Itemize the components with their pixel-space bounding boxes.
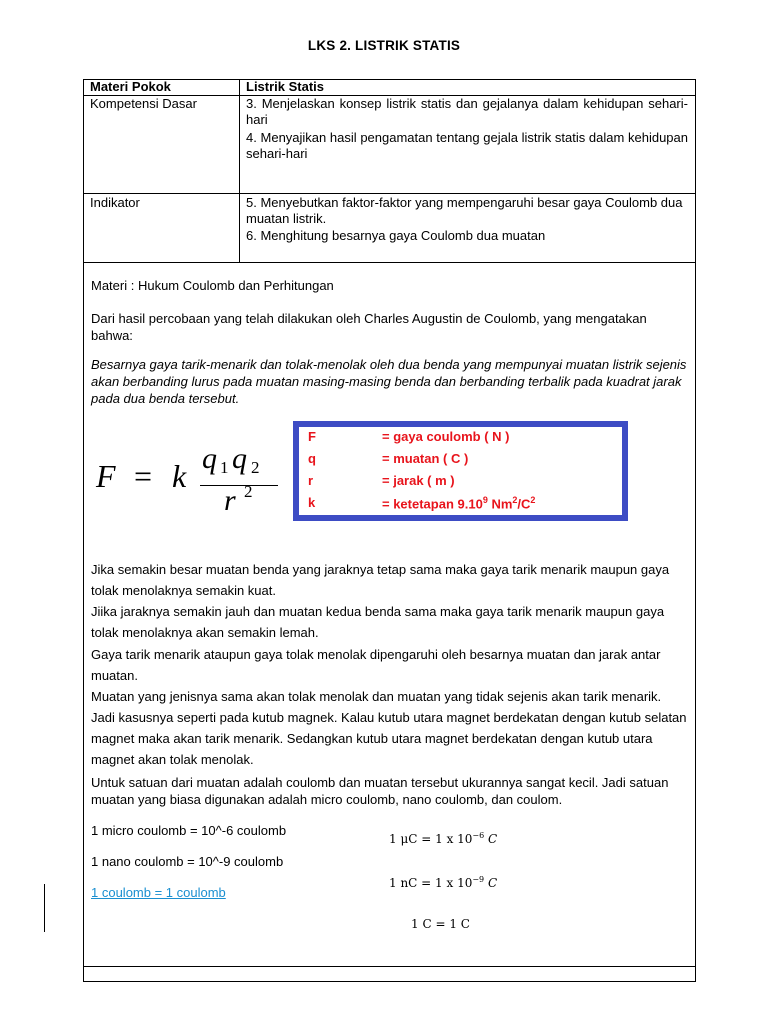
legend-exponent: 2 — [512, 495, 518, 505]
intro-paragraph: Dari hasil percobaan yang telah dilakukan oleh Charles Augustin de Coulomb, yang mengatakan bahwa: — [91, 311, 647, 343]
text-cursor — [44, 884, 45, 932]
unit-math-expression: 1 nC = 1 x 10 — [389, 876, 473, 890]
kompetensi-item-text: Menjelaskan konsep listrik statis dan gejalanya dalam kehidupan sehari-hari — [246, 96, 688, 127]
unit-conversion-text: 1 micro coulomb = 10^-6 coulomb — [91, 823, 287, 838]
unit-math — [389, 875, 497, 890]
kompetensi-item — [246, 130, 688, 162]
body-paragraph: Gaya tarik menarik ataupun gaya tolak menolak dipengaruhi oleh besarnya muatan dan jarak antar muatan. — [91, 647, 661, 683]
body-paragraph: Jika semakin besar muatan benda yang jaraknya tetap sama maka gaya tarik menarik maupun gaya tolak menolaknya semakin kuat. — [91, 562, 670, 598]
unit-math: 1 C = 1 C — [411, 917, 470, 931]
coulomb-law-statement: Besarnya gaya tarik-menarik dan tolak-menolak oleh dua benda yang mempunyai muatan listrik sejenis akan berbanding lurus pada muatan masing-masing benda dan berbanding terbalik pada kuadrat jarak pada dua benda tersebut. — [91, 357, 687, 406]
indikator-item: 6. Menghitung besarnya gaya Coulomb dua muatan — [246, 228, 546, 243]
legend-definition: = jarak ( m ) — [382, 473, 455, 488]
formula-legend — [293, 421, 628, 521]
materi-heading: Materi : Hukum Coulomb dan Perhitungan — [91, 278, 334, 293]
legend-symbol: q — [308, 451, 316, 466]
units-intro: Untuk satuan dari muatan adalah coulomb dan muatan tersebut ukurannya sangat kecil. Jadi satuan muatan yang biasa digunakan adalah micro coulomb, nano coulomb, dan coulom. — [91, 775, 669, 807]
materi-pokok-value: Listrik Statis — [246, 79, 325, 94]
legend-symbol: F — [308, 429, 316, 444]
unit-math-unit: C — [484, 832, 498, 846]
formula-f: F — [96, 458, 116, 494]
materi-box-divider — [83, 966, 696, 967]
unit-math-exponent: −9 — [472, 875, 485, 884]
legend-unit: /C — [517, 496, 531, 512]
unit-math-unit: C — [484, 876, 498, 890]
formula-sub2: 2 — [251, 458, 260, 477]
legend-exponent: 9 — [482, 495, 488, 505]
formula-q2: q — [232, 442, 247, 475]
kompetensi-item-number: 4. — [246, 130, 257, 145]
unit-math-exponent: −6 — [472, 831, 485, 840]
legend-exponent: 2 — [530, 495, 536, 505]
formula-k: k — [172, 458, 187, 494]
legend-symbol: r — [308, 473, 314, 488]
formula-fraction-bar — [200, 485, 278, 486]
unit-math — [389, 831, 497, 846]
indikator-item: 5. Menyebutkan faktor-faktor yang mempengaruhi besar gaya Coulomb dua muatan listrik. — [246, 195, 683, 226]
coulomb-formula — [96, 440, 296, 530]
table-row-divider — [83, 193, 696, 194]
legend-definition-text: = ketetapan 9.10 — [382, 496, 483, 512]
body-paragraph: Jiika jaraknya semakin jauh dan muatan kedua benda sama maka gaya tarik menarik maupun gaya tolak menolaknya akan semakin lemah. — [91, 604, 665, 640]
unit-conversion-text: 1 nano coulomb = 10^-9 coulomb — [91, 854, 284, 869]
kompetensi-dasar-label: Kompetensi Dasar — [90, 96, 197, 111]
kompetensi-item-number: 3. — [246, 96, 257, 111]
formula-r-exponent: 2 — [244, 482, 253, 501]
kompetensi-item — [246, 96, 688, 128]
page-title: LKS 2. LISTRIK STATIS — [307, 38, 461, 53]
table-column-divider — [239, 79, 240, 263]
formula-q1: q — [202, 442, 217, 475]
legend-definition — [382, 495, 535, 511]
legend-symbol: k — [308, 495, 316, 510]
unit-conversion-link[interactable]: 1 coulomb = 1 coulomb — [91, 885, 226, 900]
legend-definition: = muatan ( C ) — [382, 451, 469, 466]
formula-r: r — [224, 484, 236, 517]
legend-definition: = gaya coulomb ( N ) — [382, 429, 510, 444]
indikator-label: Indikator — [90, 195, 140, 210]
kompetensi-item-text: Menyajikan hasil pengamatan tentang gejala listrik statis dalam kehidupan sehari-hari — [246, 130, 688, 161]
formula-sub1: 1 — [220, 458, 229, 477]
materi-pokok-label: Materi Pokok — [90, 79, 171, 94]
body-paragraph: Muatan yang jenisnya sama akan tolak menolak dan muatan yang tidak sejenis akan tarik menarik. Jadi kasusnya seperti pada kutub magnek. Kalau kutub utara magnet berdekatan dengan kutub selatan magnet maka akan tarik menarik. Sedangkan kutub utara magnet berdekatan dengan kutub utara magnet akan tolak menolak. — [91, 689, 687, 767]
formula-equals: = — [134, 458, 153, 494]
legend-unit: Nm — [487, 496, 513, 512]
unit-math-expression: 1 μC = 1 x 10 — [389, 832, 473, 846]
